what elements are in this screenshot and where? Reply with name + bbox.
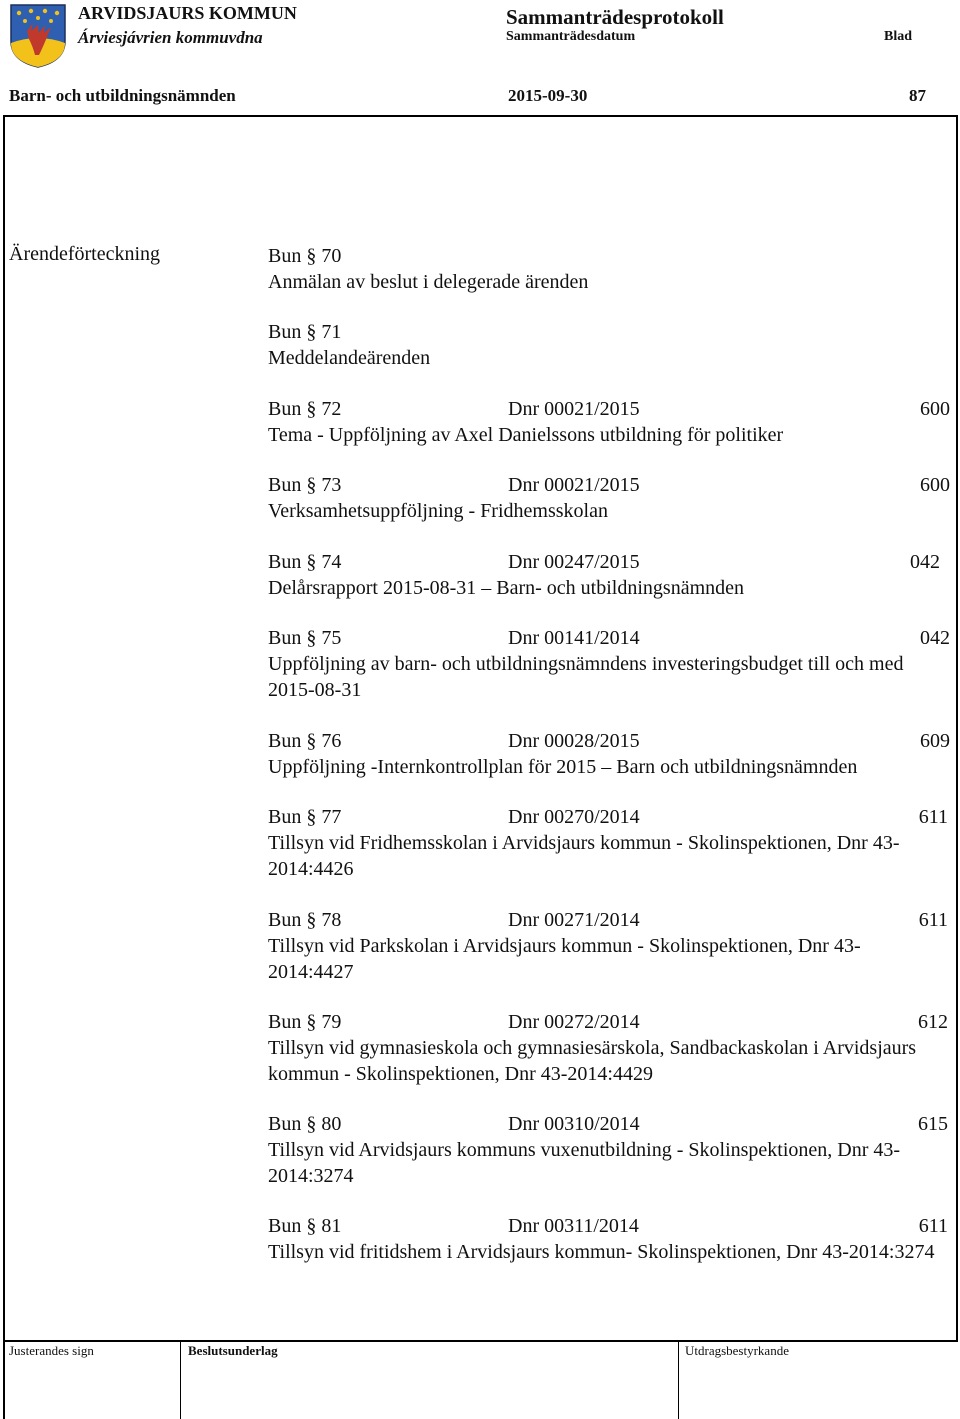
item-description: Delårsrapport 2015-08-31 – Barn- och utbildningsnämnden <box>268 577 745 599</box>
item-code: 615 <box>918 1113 948 1135</box>
item-code: 600 <box>920 398 950 420</box>
agenda-item <box>268 243 958 295</box>
item-description: Tillsyn vid Fridhemsskolan i Arvidsjaurs kommun - Skolinspektionen, Dnr 43-2014:4426 <box>268 832 900 880</box>
item-dnr: Dnr 00270/2014 <box>508 806 640 828</box>
item-section: Bun § 73 <box>268 474 342 496</box>
signature-label: Justerandes sign <box>9 1343 94 1358</box>
item-description: Uppföljning av barn- och utbildningsnämndens investeringsbudget till och med 2015-08-31 <box>268 653 904 701</box>
agenda-item <box>268 472 958 524</box>
agenda-item <box>268 625 958 703</box>
item-code: 611 <box>918 909 948 931</box>
header-divider <box>3 115 958 117</box>
item-dnr: Dnr 00271/2014 <box>508 909 640 931</box>
item-code: 611 <box>918 806 948 828</box>
item-section: Bun § 76 <box>268 730 342 752</box>
item-description: Tema - Uppföljning av Axel Danielssons utbildning för politiker <box>268 424 784 446</box>
meeting-date-label: Sammanträdesdatum <box>506 29 636 44</box>
footer-separator-1 <box>180 1340 181 1419</box>
item-dnr: Dnr 00247/2015 <box>508 551 640 573</box>
page-number: 87 <box>909 86 926 105</box>
item-code: 612 <box>918 1011 948 1033</box>
agenda-item <box>268 549 958 601</box>
agenda-item <box>268 1213 958 1265</box>
item-code: 609 <box>920 730 950 752</box>
item-dnr: Dnr 00028/2015 <box>508 730 640 752</box>
item-section: Bun § 72 <box>268 398 342 420</box>
item-dnr: Dnr 00141/2014 <box>508 627 640 649</box>
item-dnr: Dnr 00021/2015 <box>508 474 640 496</box>
item-description: Tillsyn vid Parkskolan i Arvidsjaurs kommun - Skolinspektionen, Dnr 43-2014:4427 <box>268 935 861 983</box>
organization-sami-name: Árviesjávrien kommuvdna <box>78 28 263 47</box>
agenda-item <box>268 728 958 780</box>
section-label: Ärendeförteckning <box>9 243 161 265</box>
item-section: Bun § 77 <box>268 806 342 828</box>
item-description: Tillsyn vid Arvidsjaurs kommuns vuxenutbildning - Skolinspektionen, Dnr 43-2014:3274 <box>268 1139 901 1187</box>
item-code: 600 <box>920 474 950 496</box>
meeting-date: 2015-09-30 <box>508 86 588 105</box>
item-code: 042 <box>920 627 950 649</box>
item-description: Uppföljning -Internkontrollplan för 2015 – Barn och utbildningsnämnden <box>268 756 858 778</box>
item-description: Anmälan av beslut i delegerade ärenden <box>268 271 589 293</box>
organization-name: ARVIDSJAURS KOMMUN <box>78 3 297 23</box>
item-description: Tillsyn vid fritidshem i Arvidsjaurs kommun- Skolinspektionen, Dnr 43-2014:3274 <box>268 1241 935 1263</box>
item-dnr: Dnr 00310/2014 <box>508 1113 640 1135</box>
agenda-item <box>268 907 958 985</box>
footer-divider <box>3 1340 958 1342</box>
document-title: Sammanträdesprotokoll <box>506 5 724 29</box>
agenda-item <box>268 1009 958 1087</box>
item-dnr: Dnr 00311/2014 <box>508 1215 639 1237</box>
agenda-item <box>268 396 958 448</box>
item-code: 042 <box>910 551 940 573</box>
item-description: Meddelandeärenden <box>268 347 431 369</box>
frame-left <box>3 115 5 1419</box>
board-name: Barn- och utbildningsnämnden <box>9 86 236 105</box>
item-dnr: Dnr 00021/2015 <box>508 398 640 420</box>
item-section: Bun § 70 <box>268 245 342 267</box>
item-section: Bun § 81 <box>268 1215 342 1237</box>
extract-certification-label: Utdragsbestyrkande <box>685 1343 789 1358</box>
item-section: Bun § 80 <box>268 1113 342 1135</box>
item-section: Bun § 74 <box>268 551 342 573</box>
item-dnr: Dnr 00272/2014 <box>508 1011 640 1033</box>
page-label: Blad <box>884 29 913 44</box>
agenda-item <box>268 319 958 371</box>
item-code: 611 <box>918 1215 948 1237</box>
item-section: Bun § 78 <box>268 909 342 931</box>
municipality-coat-of-arms <box>9 3 67 69</box>
item-section: Bun § 75 <box>268 627 342 649</box>
item-description: Tillsyn vid gymnasieskola och gymnasiesärskola, Sandbackaskolan i Arvidsjaurs kommun - Skolinspektionen, Dnr 43-2014:4429 <box>268 1037 917 1085</box>
agenda-item <box>268 1111 958 1189</box>
agenda-item <box>268 804 958 882</box>
item-section: Bun § 79 <box>268 1011 342 1033</box>
item-section: Bun § 71 <box>268 321 342 343</box>
item-description: Verksamhetsuppföljning - Fridhemsskolan <box>268 500 608 522</box>
basis-label: Beslutsunderlag <box>188 1343 278 1358</box>
footer-separator-2 <box>678 1340 679 1419</box>
